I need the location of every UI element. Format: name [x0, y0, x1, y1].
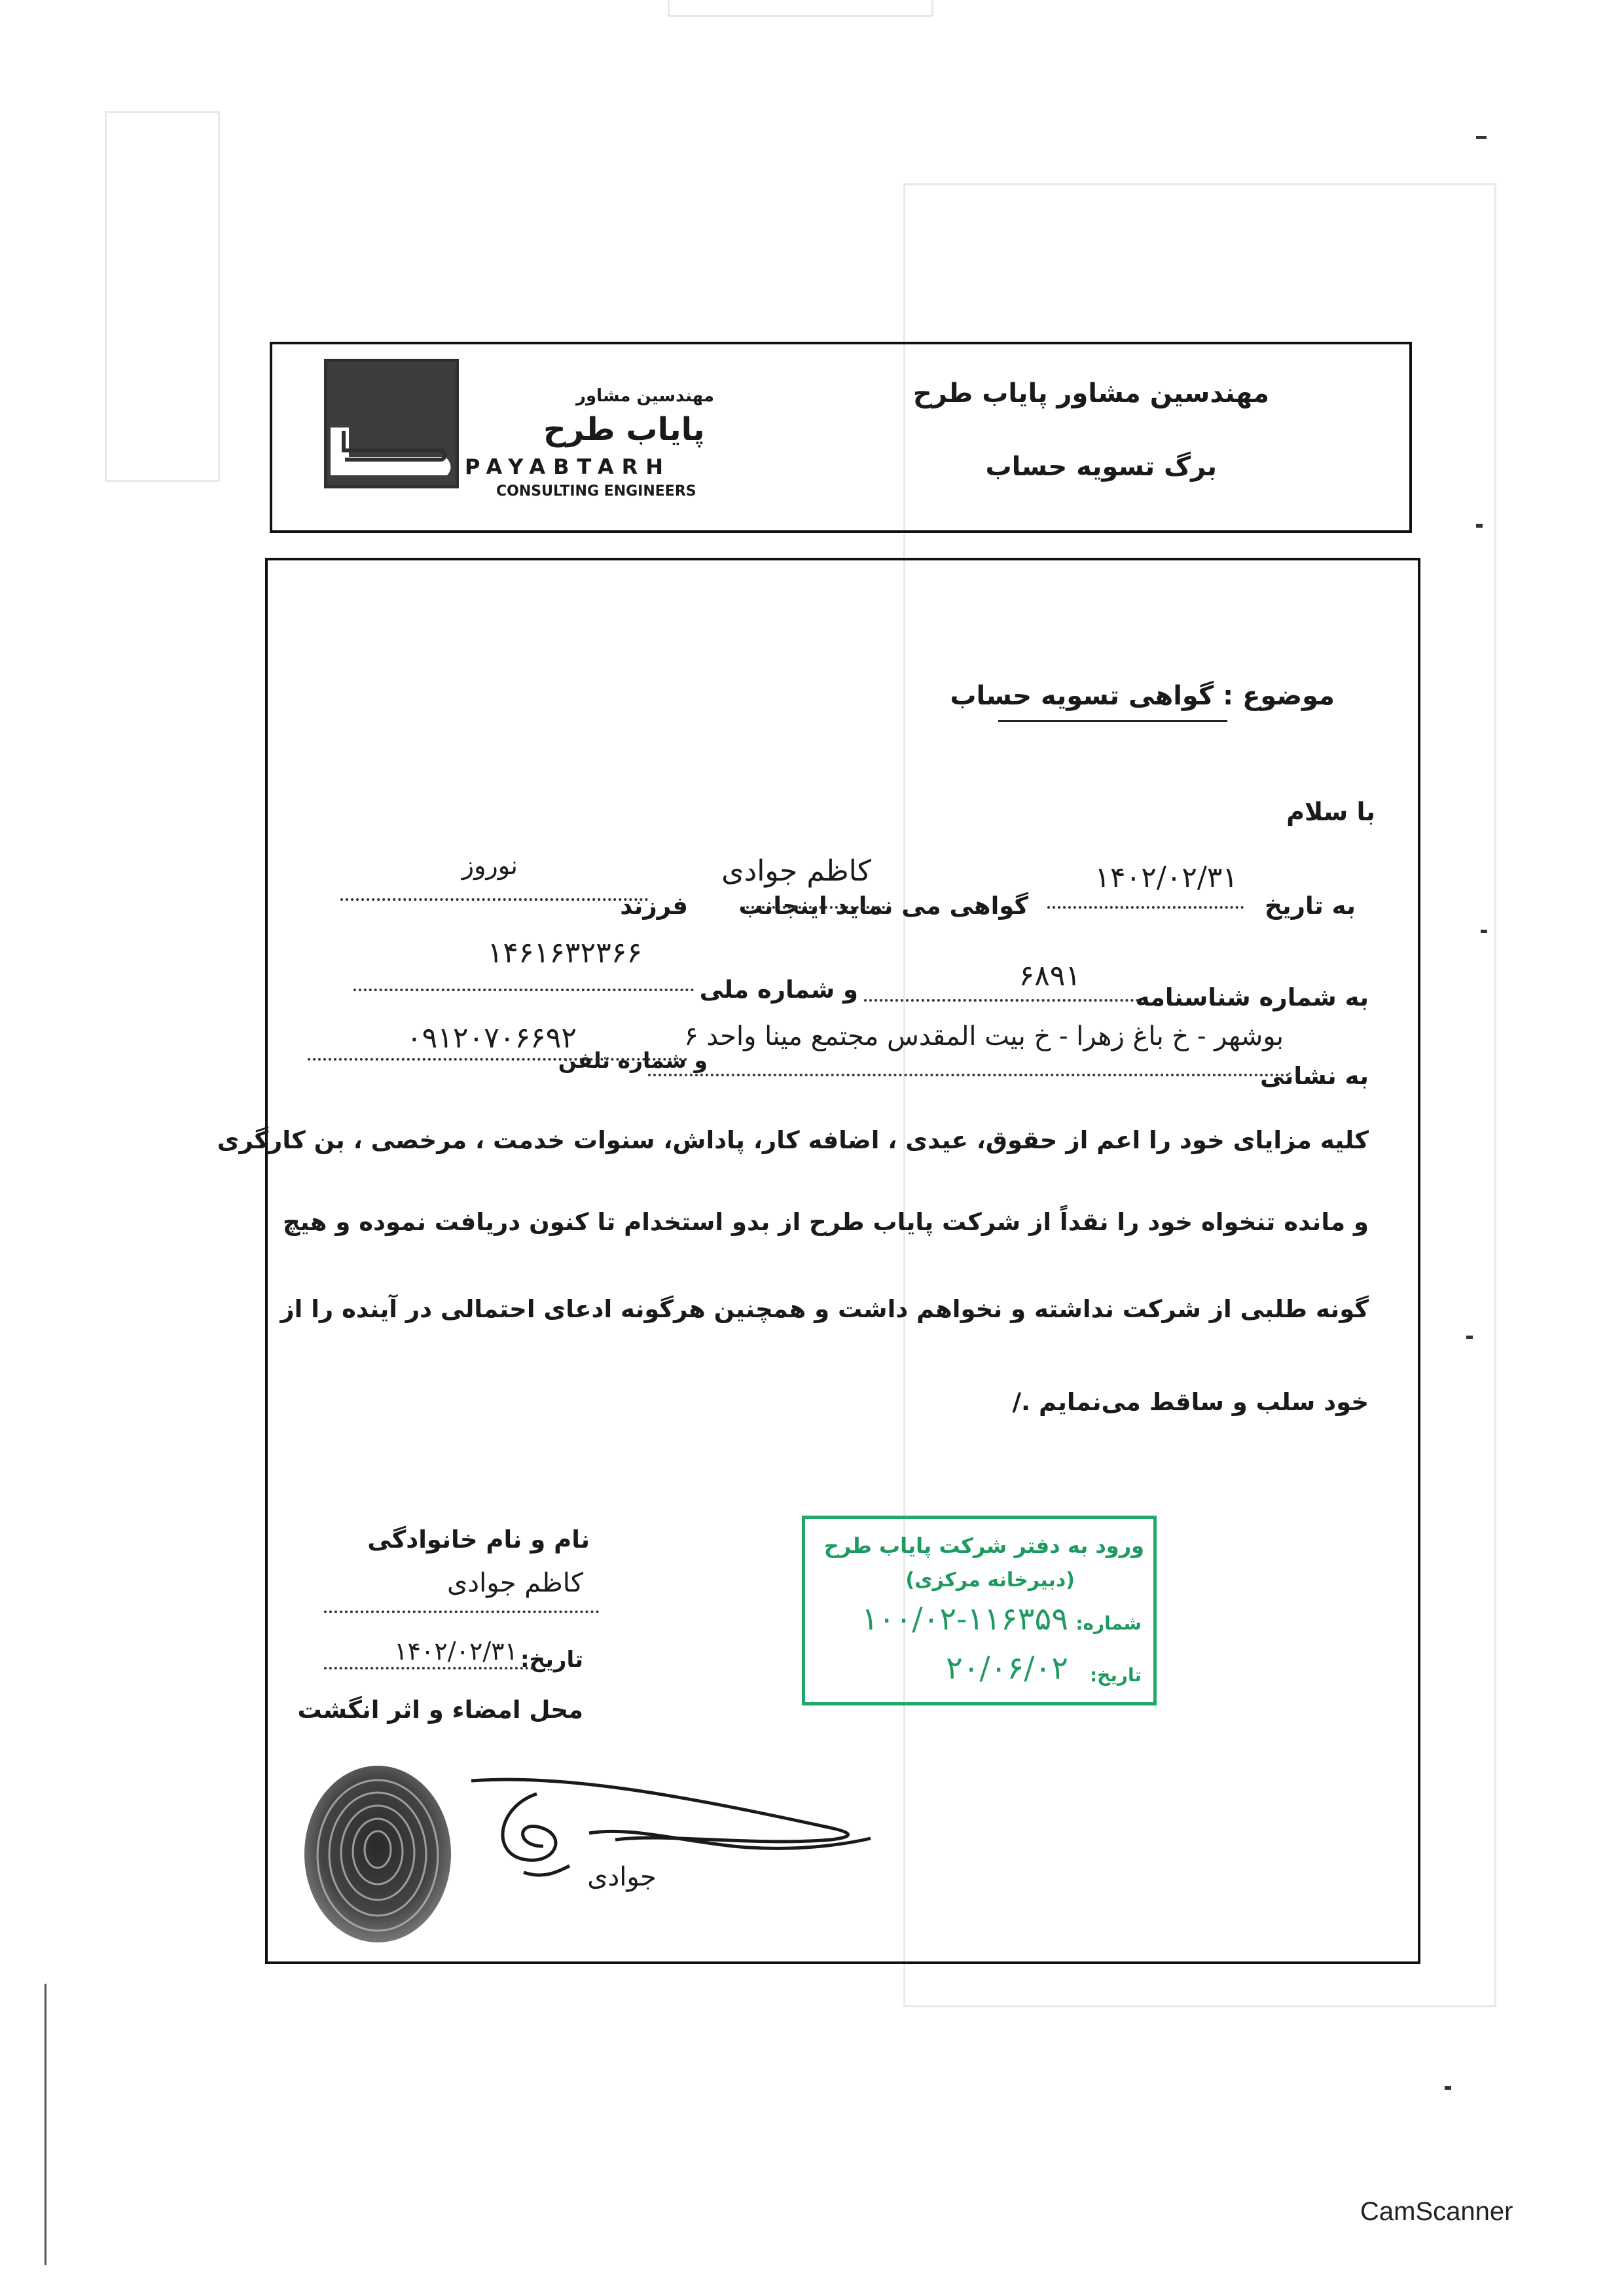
national-id-value: ۱۴۶۱۶۳۲۳۶۶: [487, 936, 642, 970]
scan-speck: [1445, 2086, 1451, 2090]
scan-edge-line: [45, 1984, 46, 2265]
form-title: برگ تسویه حساب: [985, 452, 1217, 482]
sign-place-label: محل امضاء و اثر انگشت: [297, 1696, 583, 1724]
id-number-dotted-line: [864, 999, 1139, 1002]
letter-subject: موضوع : گواهی تسویه حساب: [950, 681, 1335, 711]
handwritten-signature: [458, 1755, 877, 1912]
id-number-value: ۶۸۹۱: [1019, 959, 1081, 993]
signer-name-label: نام و نام خانوادگی: [367, 1525, 590, 1554]
address-value: بوشهر - خ باغ زهرا - خ بیت المقدس مجتمع مینا واحد ۶: [684, 1021, 1284, 1051]
body-line-2: و مانده تنخواه خود را نقداً از شرکت پایاب طرح از بدو استخدام تا کنون دریافت نموده و هیچ: [283, 1208, 1369, 1236]
body-line-4: خود سلب و ساقط می‌نمایم ./: [1012, 1388, 1369, 1416]
show-through-frame: [668, 0, 933, 17]
father-dotted-line: [340, 898, 648, 901]
signer-name-dotted-line: [324, 1611, 599, 1613]
stamp-number-value: ۱۰۰/۰۲-۱۱۶۳۵۹: [861, 1601, 1068, 1637]
company-logo-icon: [324, 359, 459, 488]
stamp-number-label: شماره:: [1075, 1613, 1142, 1634]
date-label: به تاریخ: [1265, 892, 1356, 920]
stamp-date-label: تاریخ:: [1089, 1664, 1142, 1686]
national-id-label: و شماره ملی: [699, 975, 858, 1004]
stamp-subtitle: (دبیرخانه مرکزی): [905, 1569, 1075, 1592]
stamp-date-value: ۲۰/۰۶/۰۲: [945, 1650, 1068, 1686]
address-dotted-line: [648, 1074, 1290, 1076]
child-of-label: فرزند: [620, 892, 688, 920]
letter-body-box: [265, 558, 1420, 1964]
scan-speck: [1466, 1336, 1473, 1339]
scan-speck: [1476, 136, 1487, 139]
date-dotted-line: [1047, 906, 1244, 909]
name-value: کاظم جوادی: [721, 854, 871, 888]
logo-persian-subtitle: مهندسین مشاور: [576, 386, 714, 406]
date-value: ۱۴۰۲/۰۲/۳۱: [1094, 861, 1238, 894]
secretariat-stamp: [802, 1516, 1157, 1705]
scan-speck: [1481, 930, 1487, 933]
signer-date-dotted-line: [324, 1667, 533, 1669]
fingerprint-icon: [298, 1761, 458, 1948]
certify-label: گواهی می نماید اینجانب: [738, 892, 1028, 920]
phone-dotted-line: [308, 1058, 687, 1061]
logo-persian-name: پایاب طرح: [543, 411, 705, 448]
body-line-3: گونه طلبی از شرکت نداشته و نخواهم داشت و همچنین هرگونه ادعای احتمالی در آینده را از: [280, 1295, 1369, 1323]
national-id-dotted-line: [353, 989, 694, 991]
show-through-frame: [105, 111, 220, 482]
logo-english-name: PAYABTARH: [465, 454, 672, 479]
signature-text: جوادی: [587, 1862, 657, 1892]
scan-speck: [1476, 524, 1483, 528]
stamp-title: ورود به دفتر شرکت پایاب طرح: [823, 1533, 1144, 1558]
scanner-watermark: CamScanner: [1360, 2197, 1513, 2226]
id-number-label: به شماره شناسنامه: [1135, 983, 1369, 1011]
subject-underline: [998, 720, 1227, 722]
logo-english-subtitle: CONSULTING ENGINEERS: [496, 483, 696, 500]
address-label: به نشانی: [1260, 1062, 1369, 1090]
company-title: مهندسین مشاور پایاب طرح: [912, 378, 1269, 409]
signer-date-value: ۱۴۰۲/۰۲/۳۱: [394, 1637, 518, 1666]
phone-label: و شماره تلفن: [558, 1048, 708, 1073]
name-dotted-line: [746, 906, 890, 909]
letter-greeting: با سلام: [1286, 797, 1375, 826]
phone-value: ۰۹۱۲۰۷۰۶۶۹۲: [406, 1021, 577, 1055]
father-value: نوروز: [461, 851, 518, 880]
signer-name-value: کاظم جوادی: [446, 1568, 583, 1598]
body-line-1: کلیه مزایای خود را اعم از حقوق، عیدی ، اضافه کار، پاداش، سنوات خدمت ، مرخصی ، بن کارگری: [217, 1126, 1369, 1154]
signer-date-label: تاریخ:: [520, 1647, 583, 1673]
